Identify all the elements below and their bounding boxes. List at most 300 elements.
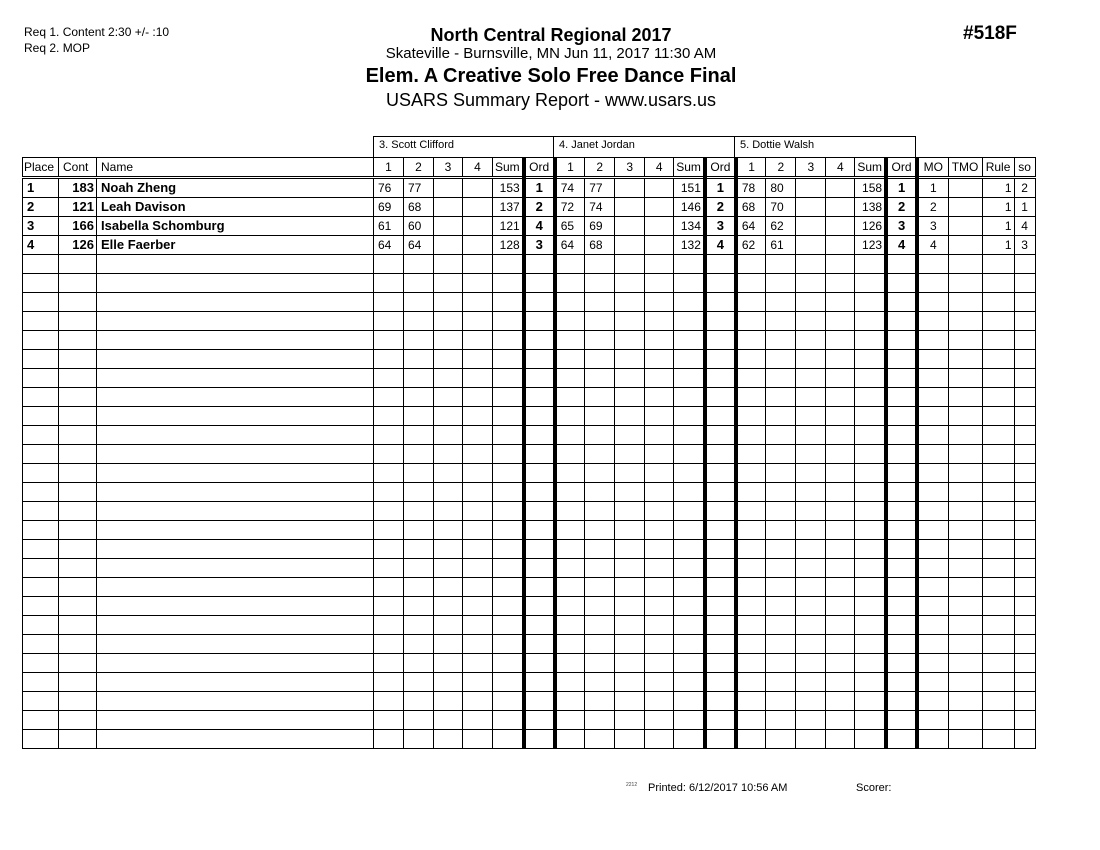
empty-cell xyxy=(766,635,796,654)
empty-cell xyxy=(404,293,434,312)
empty-cell xyxy=(948,407,982,426)
empty-cell xyxy=(948,483,982,502)
empty-cell xyxy=(736,711,766,730)
sum-cell: 128 xyxy=(493,236,524,255)
empty-cell xyxy=(463,540,493,559)
empty-cell xyxy=(434,369,463,388)
sum-cell: 134 xyxy=(674,217,705,236)
empty-cell xyxy=(434,483,463,502)
empty-cell xyxy=(948,502,982,521)
empty-cell xyxy=(886,616,917,635)
empty-cell xyxy=(1014,426,1035,445)
empty-cell xyxy=(917,692,948,711)
empty-cell xyxy=(826,502,855,521)
empty-cell xyxy=(826,293,855,312)
empty-cell xyxy=(97,331,374,350)
empty-cell xyxy=(886,692,917,711)
place-cell: 3 xyxy=(23,217,59,236)
empty-cell xyxy=(434,597,463,616)
empty-cell xyxy=(796,521,826,540)
empty-cell xyxy=(1014,255,1035,274)
empty-cell xyxy=(674,293,705,312)
empty-cell xyxy=(97,464,374,483)
empty-cell xyxy=(555,274,585,293)
empty-cell xyxy=(434,635,463,654)
location-date: Skateville - Burnsville, MN Jun 11, 2017 11:30 AM xyxy=(385,45,717,62)
empty-cell xyxy=(404,673,434,692)
sum-cell: 132 xyxy=(674,236,705,255)
empty-cell xyxy=(948,711,982,730)
empty-cell xyxy=(23,540,59,559)
empty-cell xyxy=(404,255,434,274)
empty-cell xyxy=(917,426,948,445)
empty-cell xyxy=(463,312,493,331)
empty-cell xyxy=(982,350,1014,369)
score2-cell: 64 xyxy=(404,236,434,255)
place-cell: 4 xyxy=(23,236,59,255)
empty-cell xyxy=(585,597,615,616)
empty-row xyxy=(23,692,1036,711)
col-name: Name xyxy=(97,158,374,178)
empty-cell xyxy=(404,407,434,426)
empty-cell xyxy=(615,654,645,673)
empty-cell xyxy=(674,483,705,502)
empty-cell xyxy=(434,426,463,445)
empty-cell xyxy=(796,635,826,654)
empty-cell xyxy=(434,711,463,730)
ord-cell: 4 xyxy=(886,236,917,255)
empty-cell xyxy=(645,502,674,521)
empty-cell xyxy=(524,654,555,673)
score3-cell xyxy=(434,198,463,217)
empty-cell xyxy=(674,635,705,654)
empty-cell xyxy=(524,730,555,749)
empty-cell xyxy=(948,578,982,597)
score4-cell xyxy=(645,198,674,217)
score2-cell: 80 xyxy=(766,178,796,198)
empty-cell xyxy=(493,464,524,483)
ord-cell: 3 xyxy=(705,217,736,236)
empty-cell xyxy=(97,559,374,578)
ord-cell: 4 xyxy=(705,236,736,255)
empty-cell xyxy=(982,597,1014,616)
empty-cell xyxy=(886,426,917,445)
empty-cell xyxy=(585,730,615,749)
empty-cell xyxy=(23,331,59,350)
ord-cell: 1 xyxy=(524,178,555,198)
empty-cell xyxy=(404,388,434,407)
empty-cell xyxy=(645,540,674,559)
empty-cell xyxy=(615,293,645,312)
empty-cell xyxy=(886,502,917,521)
empty-cell xyxy=(736,635,766,654)
empty-cell xyxy=(855,597,886,616)
score2-cell: 68 xyxy=(404,198,434,217)
empty-cell xyxy=(374,350,404,369)
empty-cell xyxy=(674,464,705,483)
empty-cell xyxy=(948,445,982,464)
score2-cell: 74 xyxy=(585,198,615,217)
tmo-cell xyxy=(948,198,982,217)
empty-cell xyxy=(555,426,585,445)
empty-cell xyxy=(736,331,766,350)
empty-cell xyxy=(493,730,524,749)
empty-cell xyxy=(674,426,705,445)
empty-cell xyxy=(948,369,982,388)
empty-cell xyxy=(736,293,766,312)
empty-cell xyxy=(826,369,855,388)
empty-cell xyxy=(645,483,674,502)
empty-cell xyxy=(585,654,615,673)
empty-cell xyxy=(855,369,886,388)
empty-cell xyxy=(855,635,886,654)
empty-cell xyxy=(705,293,736,312)
empty-cell xyxy=(59,388,97,407)
empty-cell xyxy=(948,293,982,312)
empty-cell xyxy=(736,426,766,445)
empty-cell xyxy=(886,730,917,749)
empty-cell xyxy=(59,445,97,464)
empty-cell xyxy=(796,388,826,407)
empty-cell xyxy=(23,730,59,749)
empty-cell xyxy=(645,407,674,426)
empty-cell xyxy=(886,445,917,464)
empty-cell xyxy=(585,578,615,597)
empty-cell xyxy=(766,673,796,692)
empty-cell xyxy=(97,521,374,540)
score4-cell xyxy=(826,198,855,217)
empty-cell xyxy=(826,692,855,711)
empty-cell xyxy=(766,255,796,274)
empty-cell xyxy=(404,559,434,578)
empty-cell xyxy=(917,445,948,464)
empty-cell xyxy=(855,312,886,331)
empty-cell xyxy=(855,673,886,692)
empty-cell xyxy=(23,711,59,730)
empty-cell xyxy=(23,559,59,578)
empty-cell xyxy=(1014,654,1035,673)
empty-cell xyxy=(493,293,524,312)
empty-cell xyxy=(97,274,374,293)
sum-cell: 126 xyxy=(855,217,886,236)
empty-cell xyxy=(982,692,1014,711)
empty-cell xyxy=(766,407,796,426)
empty-cell xyxy=(463,388,493,407)
empty-cell xyxy=(463,293,493,312)
empty-cell xyxy=(826,616,855,635)
empty-cell xyxy=(97,483,374,502)
empty-cell xyxy=(585,445,615,464)
empty-cell xyxy=(674,445,705,464)
empty-cell xyxy=(982,559,1014,578)
score4-cell xyxy=(645,217,674,236)
empty-cell xyxy=(674,578,705,597)
empty-cell xyxy=(555,331,585,350)
empty-cell xyxy=(374,369,404,388)
empty-cell xyxy=(493,635,524,654)
empty-cell xyxy=(23,635,59,654)
empty-cell xyxy=(615,635,645,654)
empty-cell xyxy=(705,369,736,388)
empty-cell xyxy=(585,692,615,711)
empty-cell xyxy=(374,521,404,540)
empty-cell xyxy=(97,654,374,673)
empty-cell xyxy=(404,616,434,635)
empty-cell xyxy=(855,730,886,749)
empty-cell xyxy=(463,483,493,502)
empty-cell xyxy=(736,274,766,293)
empty-cell xyxy=(493,616,524,635)
empty-cell xyxy=(886,673,917,692)
empty-cell xyxy=(1014,711,1035,730)
empty-cell xyxy=(463,711,493,730)
score3-cell xyxy=(615,217,645,236)
empty-row xyxy=(23,407,1036,426)
empty-cell xyxy=(404,521,434,540)
empty-cell xyxy=(585,331,615,350)
empty-cell xyxy=(645,312,674,331)
empty-cell xyxy=(434,331,463,350)
empty-cell xyxy=(404,502,434,521)
empty-cell xyxy=(736,578,766,597)
empty-cell xyxy=(796,654,826,673)
empty-cell xyxy=(615,521,645,540)
empty-cell xyxy=(59,350,97,369)
empty-cell xyxy=(23,445,59,464)
empty-cell xyxy=(1014,274,1035,293)
empty-cell xyxy=(463,464,493,483)
empty-cell xyxy=(555,692,585,711)
empty-cell xyxy=(374,388,404,407)
empty-cell xyxy=(374,692,404,711)
empty-cell xyxy=(796,559,826,578)
empty-cell xyxy=(374,616,404,635)
empty-cell xyxy=(97,692,374,711)
empty-cell xyxy=(463,730,493,749)
empty-cell xyxy=(705,654,736,673)
empty-cell xyxy=(948,616,982,635)
empty-cell xyxy=(524,540,555,559)
empty-cell xyxy=(59,274,97,293)
empty-cell xyxy=(615,274,645,293)
empty-cell xyxy=(463,369,493,388)
empty-cell xyxy=(948,521,982,540)
empty-cell xyxy=(886,521,917,540)
empty-cell xyxy=(982,426,1014,445)
rule-cell: 1 xyxy=(982,236,1014,255)
empty-cell xyxy=(59,255,97,274)
empty-cell xyxy=(674,730,705,749)
empty-row xyxy=(23,578,1036,597)
empty-cell xyxy=(615,692,645,711)
empty-cell xyxy=(766,654,796,673)
empty-cell xyxy=(674,274,705,293)
empty-cell xyxy=(796,350,826,369)
empty-cell xyxy=(948,350,982,369)
empty-cell xyxy=(555,635,585,654)
empty-cell xyxy=(766,445,796,464)
empty-cell xyxy=(493,255,524,274)
col-j3-score4: 4 xyxy=(826,158,855,178)
score2-cell: 60 xyxy=(404,217,434,236)
empty-cell xyxy=(855,388,886,407)
empty-cell xyxy=(524,350,555,369)
empty-cell xyxy=(374,559,404,578)
empty-cell xyxy=(434,559,463,578)
scorer-label: Scorer: xyxy=(856,782,892,794)
sum-cell: 153 xyxy=(493,178,524,198)
empty-cell xyxy=(766,711,796,730)
score2-cell: 77 xyxy=(404,178,434,198)
empty-cell xyxy=(674,331,705,350)
score3-cell xyxy=(796,217,826,236)
score3-cell xyxy=(615,198,645,217)
empty-cell xyxy=(982,711,1014,730)
empty-cell xyxy=(434,388,463,407)
empty-cell xyxy=(796,597,826,616)
score4-cell xyxy=(463,217,493,236)
empty-cell xyxy=(982,388,1014,407)
empty-cell xyxy=(645,578,674,597)
empty-cell xyxy=(1014,331,1035,350)
empty-cell xyxy=(917,559,948,578)
empty-cell xyxy=(826,407,855,426)
empty-cell xyxy=(855,521,886,540)
empty-cell xyxy=(524,255,555,274)
empty-cell xyxy=(645,654,674,673)
empty-cell xyxy=(434,502,463,521)
empty-cell xyxy=(404,426,434,445)
score2-cell: 68 xyxy=(585,236,615,255)
empty-cell xyxy=(585,388,615,407)
sum-cell: 151 xyxy=(674,178,705,198)
empty-cell xyxy=(826,255,855,274)
empty-cell xyxy=(524,616,555,635)
empty-cell xyxy=(917,464,948,483)
empty-cell xyxy=(615,483,645,502)
empty-cell xyxy=(1014,616,1035,635)
empty-cell xyxy=(1014,388,1035,407)
empty-cell xyxy=(23,502,59,521)
empty-cell xyxy=(524,331,555,350)
empty-cell xyxy=(555,578,585,597)
empty-cell xyxy=(23,597,59,616)
empty-cell xyxy=(948,654,982,673)
empty-cell xyxy=(463,673,493,692)
header-row xyxy=(23,158,1036,178)
col-j3-ord: Ord xyxy=(886,158,917,178)
empty-cell xyxy=(796,274,826,293)
empty-cell xyxy=(615,540,645,559)
empty-cell xyxy=(674,255,705,274)
empty-cell xyxy=(59,521,97,540)
judge-header-2: 4. Janet Jordan xyxy=(553,136,735,157)
empty-cell xyxy=(493,426,524,445)
empty-cell xyxy=(982,312,1014,331)
report-title: USARS Summary Report - www.usars.us xyxy=(385,90,717,110)
empty-cell xyxy=(855,255,886,274)
empty-cell xyxy=(23,255,59,274)
empty-cell xyxy=(917,730,948,749)
empty-cell xyxy=(674,312,705,331)
empty-cell xyxy=(826,274,855,293)
empty-row xyxy=(23,274,1036,293)
empty-cell xyxy=(796,293,826,312)
empty-cell xyxy=(585,274,615,293)
empty-cell xyxy=(374,578,404,597)
empty-cell xyxy=(766,540,796,559)
empty-cell xyxy=(404,578,434,597)
empty-cell xyxy=(97,312,374,331)
empty-cell xyxy=(645,692,674,711)
empty-cell xyxy=(59,730,97,749)
score2-cell: 70 xyxy=(766,198,796,217)
col-j2-score2: 2 xyxy=(585,158,615,178)
empty-cell xyxy=(463,597,493,616)
empty-cell xyxy=(917,711,948,730)
empty-cell xyxy=(615,711,645,730)
empty-cell xyxy=(555,616,585,635)
empty-cell xyxy=(23,312,59,331)
empty-cell xyxy=(59,559,97,578)
empty-cell xyxy=(705,445,736,464)
empty-cell xyxy=(555,521,585,540)
empty-cell xyxy=(463,426,493,445)
so-cell: 1 xyxy=(1014,198,1035,217)
empty-cell xyxy=(585,464,615,483)
empty-cell xyxy=(434,730,463,749)
empty-cell xyxy=(855,578,886,597)
empty-cell xyxy=(886,274,917,293)
empty-cell xyxy=(766,616,796,635)
empty-row xyxy=(23,388,1036,407)
empty-cell xyxy=(645,597,674,616)
empty-cell xyxy=(493,312,524,331)
empty-cell xyxy=(493,597,524,616)
empty-cell xyxy=(59,597,97,616)
sum-cell: 158 xyxy=(855,178,886,198)
empty-cell xyxy=(374,255,404,274)
empty-cell xyxy=(615,312,645,331)
empty-cell xyxy=(1014,502,1035,521)
empty-cell xyxy=(796,407,826,426)
empty-cell xyxy=(23,692,59,711)
col-j2-score3: 3 xyxy=(615,158,645,178)
empty-row xyxy=(23,255,1036,274)
empty-cell xyxy=(796,692,826,711)
empty-cell xyxy=(736,464,766,483)
empty-cell xyxy=(1014,350,1035,369)
empty-cell xyxy=(555,369,585,388)
empty-cell xyxy=(493,407,524,426)
empty-cell xyxy=(826,464,855,483)
score2-cell: 62 xyxy=(766,217,796,236)
empty-cell xyxy=(886,464,917,483)
empty-cell xyxy=(855,464,886,483)
empty-cell xyxy=(705,331,736,350)
empty-cell xyxy=(826,312,855,331)
empty-cell xyxy=(404,597,434,616)
empty-cell xyxy=(493,350,524,369)
empty-cell xyxy=(404,445,434,464)
empty-cell xyxy=(674,407,705,426)
empty-cell xyxy=(917,502,948,521)
empty-cell xyxy=(855,711,886,730)
empty-cell xyxy=(524,559,555,578)
empty-cell xyxy=(982,445,1014,464)
empty-cell xyxy=(948,426,982,445)
empty-cell xyxy=(555,559,585,578)
